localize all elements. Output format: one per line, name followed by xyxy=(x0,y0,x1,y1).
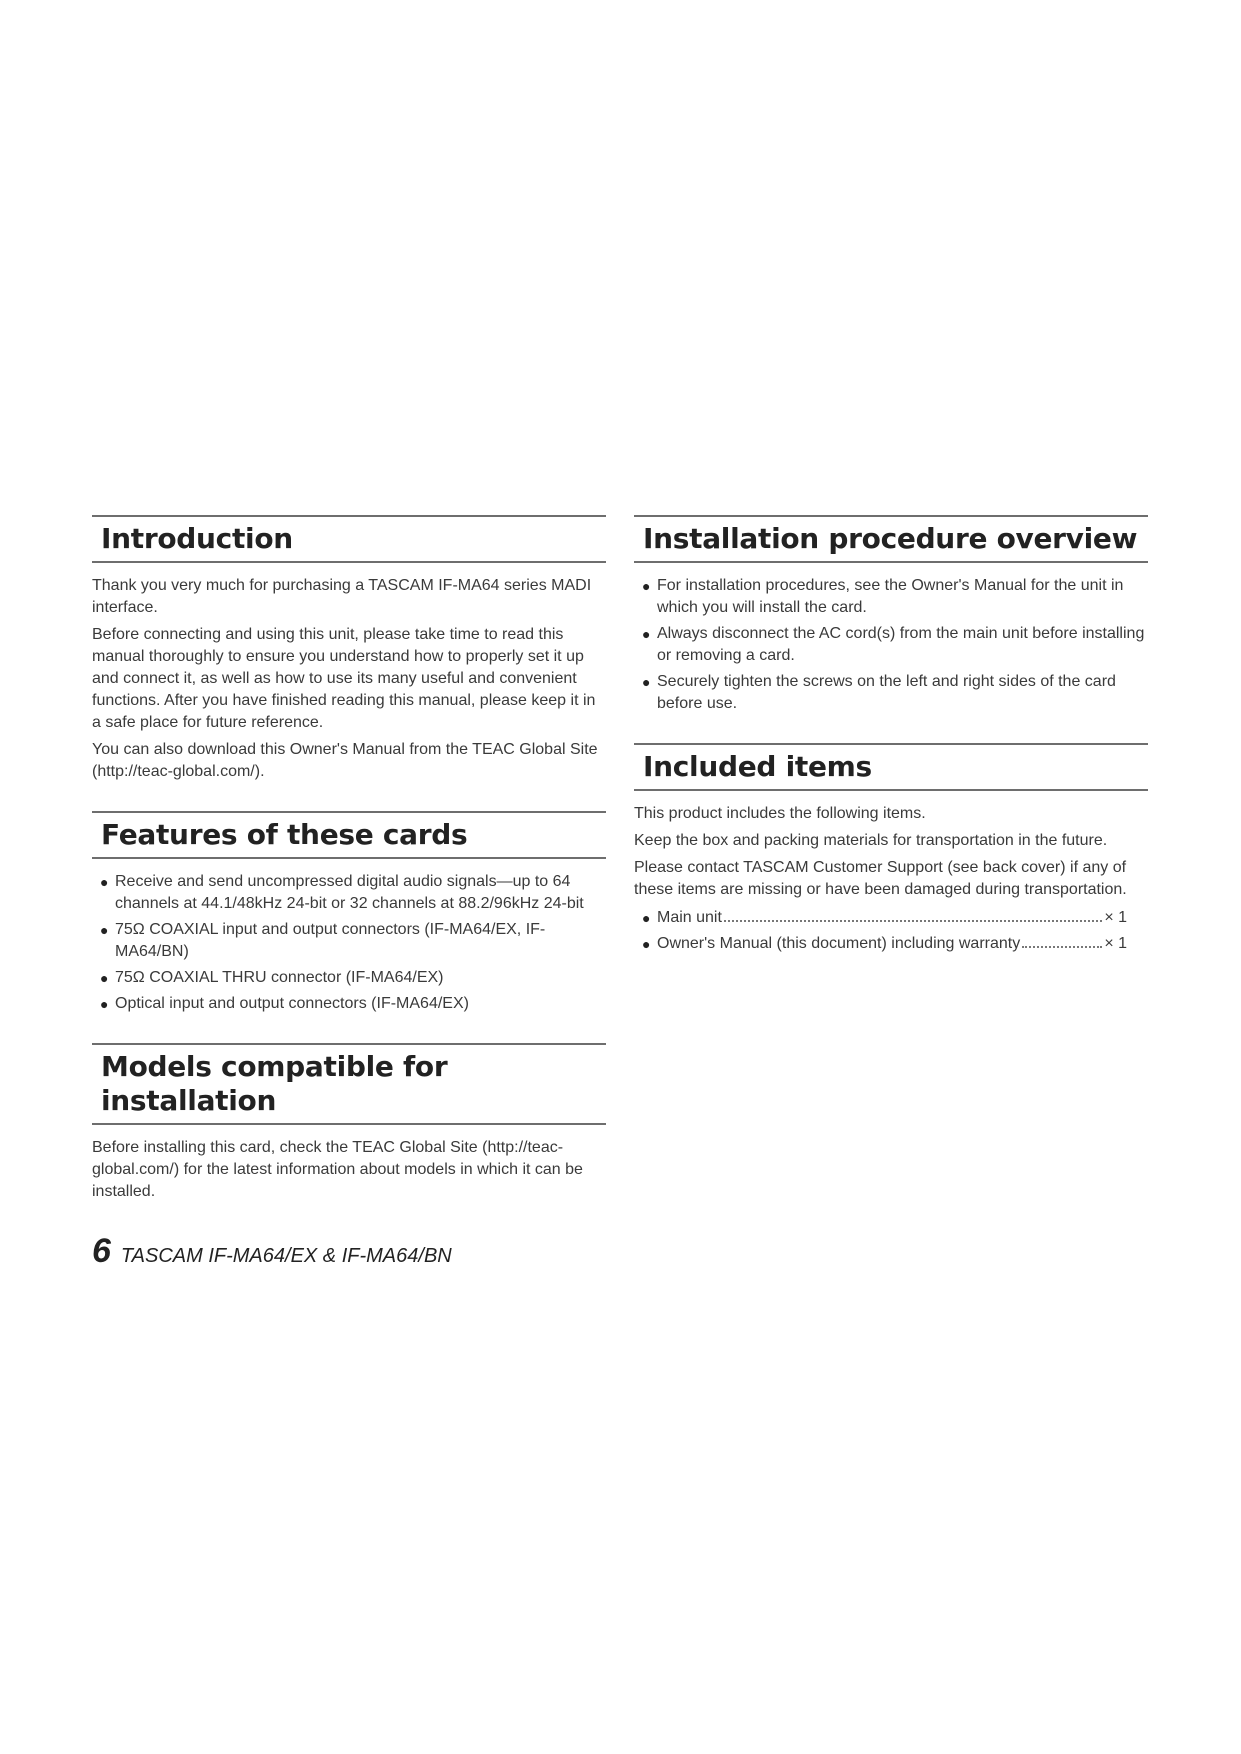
bullet-icon: ● xyxy=(642,626,651,642)
bullet-icon: ● xyxy=(642,674,651,690)
features-section xyxy=(92,811,606,1015)
included-section xyxy=(634,743,1148,955)
left-column xyxy=(92,515,606,1231)
dot-leader xyxy=(724,908,1102,922)
bullet-icon: ● xyxy=(100,874,109,890)
bullet-icon: ● xyxy=(642,578,651,594)
features-list-item: ● 75Ω COAXIAL input and output connectors (IF-MA64/EX, IF-MA64/BN) xyxy=(100,921,546,960)
introduction-heading-bar xyxy=(92,515,606,563)
bullet-icon: ● xyxy=(642,936,651,952)
bullet-icon: ● xyxy=(100,922,109,938)
introduction-section xyxy=(92,515,606,783)
included-item xyxy=(634,933,1148,955)
models-section xyxy=(92,1043,606,1203)
introduction-heading: Introduction xyxy=(101,522,293,555)
footer-title: TASCAM IF-MA64/EX & IF-MA64/BN xyxy=(120,1245,452,1267)
installation-list-item: ● Securely tighten the screws on the left and right sides of the card before use. xyxy=(642,673,1116,712)
included-paragraph: This product includes the following items. xyxy=(634,805,926,822)
installation-heading: Installation procedure overview xyxy=(643,522,1138,555)
bullet-icon: ● xyxy=(100,996,109,1012)
features-list-item: ● 75Ω COAXIAL THRU connector (IF-MA64/EX) xyxy=(92,967,606,989)
bullet-icon: ● xyxy=(100,970,109,986)
included-item-qty: × 1 xyxy=(1104,909,1127,926)
included-heading: Included items xyxy=(643,750,872,783)
included-item xyxy=(634,907,1148,929)
features-list xyxy=(92,871,606,1015)
installation-list-item: ● For installation procedures, see the Owner's Manual for the unit in which you will install the card. xyxy=(642,577,1124,616)
introduction-paragraph: Before connecting and using this unit, please take time to read this manual thoroughly to ensure you understand how to properly set it up and connect it, as well as how to use its many useful and convenient functions. After you have finished reading this manual, please keep it in a safe place for future reference. xyxy=(92,626,596,731)
bullet-icon: ● xyxy=(642,910,651,926)
models-paragraph: Before installing this card, check the TEAC Global Site (http://teac-global.com/) for the latest information about models in which it can be installed. xyxy=(92,1139,583,1200)
models-heading-bar xyxy=(92,1043,606,1125)
models-heading: Models compatible for installation xyxy=(101,1050,448,1117)
page-footer xyxy=(92,1232,452,1271)
features-list-item: ● Optical input and output connectors (IF-MA64/EX) xyxy=(92,993,606,1015)
installation-list-item: ● Always disconnect the AC cord(s) from the main unit before installing or removing a card. xyxy=(642,625,1145,664)
page-number: 6 xyxy=(92,1232,111,1270)
included-items-list xyxy=(634,907,1148,955)
introduction-paragraph: Thank you very much for purchasing a TASCAM IF-MA64 series MADI interface. xyxy=(92,577,592,616)
dot-leader xyxy=(1022,934,1102,948)
right-column xyxy=(634,515,1148,983)
features-list-item: ● Receive and send uncompressed digital audio signals—up to 64 channels at 44.1/48kHz 24-bit or 32 channels at 88.2/96kHz 24-bit xyxy=(100,873,584,912)
features-heading-bar xyxy=(92,811,606,859)
included-paragraph: Keep the box and packing materials for transportation in the future. xyxy=(634,832,1108,849)
included-item-qty: × 1 xyxy=(1104,935,1127,952)
installation-section xyxy=(634,515,1148,715)
included-item-label: Owner's Manual (this document) including warranty xyxy=(657,935,1021,952)
included-paragraph: Please contact TASCAM Customer Support (see back cover) if any of these items are missing or have been damaged during transportation. xyxy=(634,859,1127,898)
included-heading-bar xyxy=(634,743,1148,791)
introduction-paragraph: You can also download this Owner's Manual from the TEAC Global Site (http://teac-global.com/). xyxy=(92,741,598,780)
included-item-label: Main unit xyxy=(657,909,722,926)
installation-list xyxy=(634,575,1148,715)
features-heading: Features of these cards xyxy=(101,818,468,851)
installation-heading-bar xyxy=(634,515,1148,563)
